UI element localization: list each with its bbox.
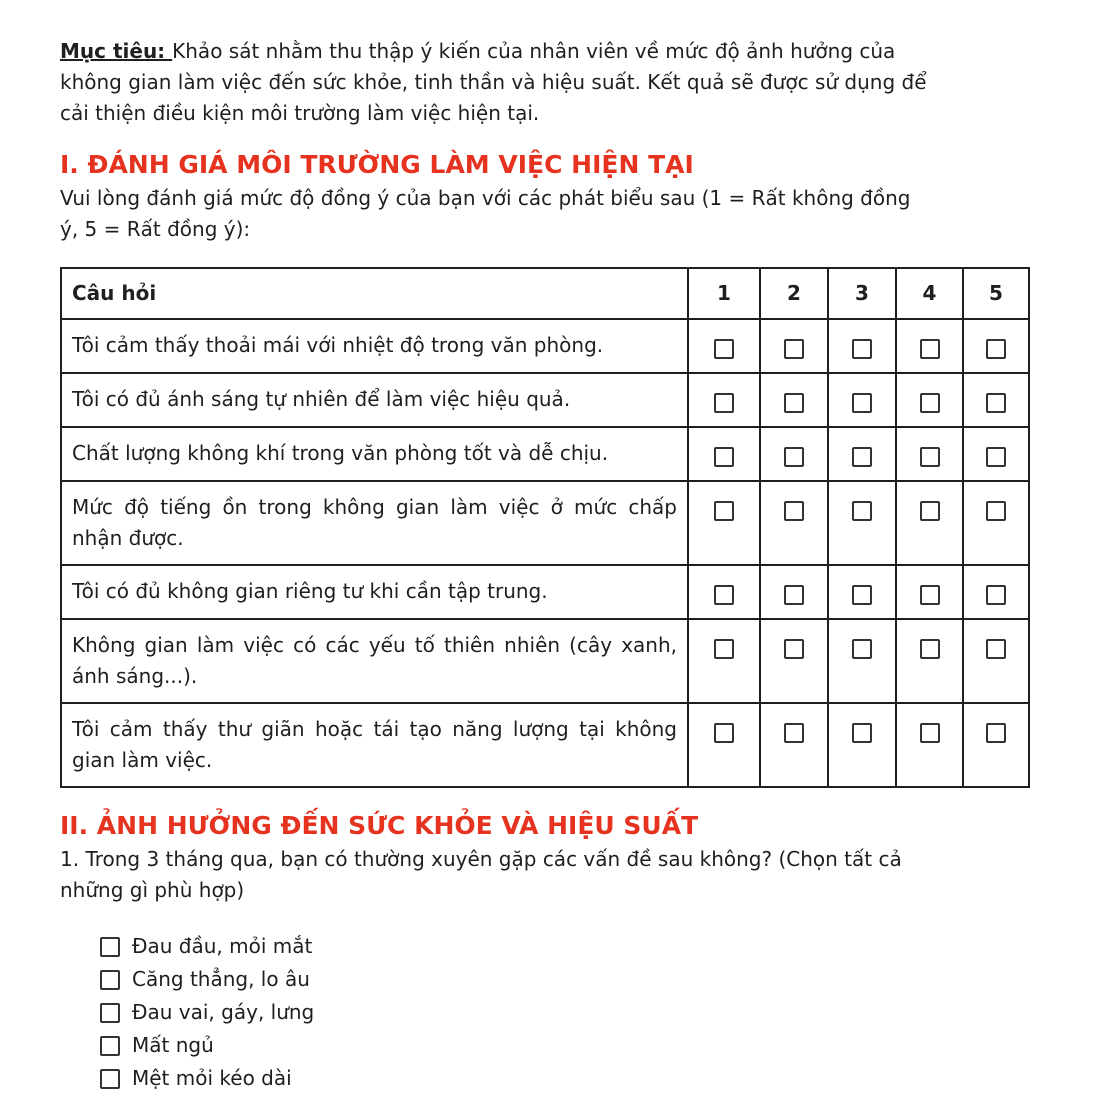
rating-checkbox-1[interactable] <box>714 639 734 659</box>
option-label: Đau vai, gáy, lưng <box>132 1000 315 1024</box>
table-row <box>61 427 1029 481</box>
rating-checkbox-2[interactable] <box>784 585 804 605</box>
option-checkbox[interactable] <box>100 1069 120 1089</box>
rating-checkbox-5[interactable] <box>986 501 1006 521</box>
table-row <box>61 703 1029 787</box>
rating-checkbox-3[interactable] <box>852 723 872 743</box>
question-cell: Chất lượng không khí trong văn phòng tốt và dễ chịu. <box>61 427 688 481</box>
option-label: Mất ngủ <box>132 1033 214 1057</box>
rating-checkbox-4[interactable] <box>920 585 940 605</box>
rating-table <box>60 267 1030 788</box>
rating-checkbox-3[interactable] <box>852 393 872 413</box>
objective-label: Mục tiêu: <box>60 39 173 63</box>
objective-paragraph <box>60 36 930 129</box>
rating-checkbox-5[interactable] <box>986 447 1006 467</box>
question-cell: Tôi cảm thấy thoải mái với nhiệt độ trong văn phòng. <box>61 319 688 373</box>
rating-checkbox-3[interactable] <box>852 585 872 605</box>
section1-title: I. ĐÁNH GIÁ MÔI TRƯỜNG LÀM VIỆC HIỆN TẠI <box>60 150 694 179</box>
question-1-text: 1. Trong 3 tháng qua, bạn có thường xuyên gặp các vấn đề sau không? (Chọn tất cả những gì phù hợp) <box>60 847 902 902</box>
section2-title: II. ẢNH HƯỞNG ĐẾN SỨC KHỎE VÀ HIỆU SUẤT <box>60 811 699 840</box>
table-row <box>61 619 1029 703</box>
rating-checkbox-1[interactable] <box>714 501 734 521</box>
rating-checkbox-3[interactable] <box>852 339 872 359</box>
objective-text: Khảo sát nhằm thu thập ý kiến của nhân viên về mức độ ảnh hưởng của không gian làm việc đến sức khỏe, tinh thần và hiệu suất. Kết quả sẽ được sử dụng để cải thiện điều kiện môi trường làm việc hiện tại. <box>60 39 927 125</box>
section1-intro: Vui lòng đánh giá mức độ đồng ý của bạn với các phát biểu sau (1 = Rất không đồng ý, 5 = Rất đồng ý): <box>60 186 911 241</box>
rating-checkbox-5[interactable] <box>986 393 1006 413</box>
list-item[interactable] <box>100 963 1030 996</box>
rating-checkbox-1[interactable] <box>714 393 734 413</box>
question-cell: Không gian làm việc có các yếu tố thiên nhiên (cây xanh, ánh sáng...). <box>61 619 688 703</box>
rating-checkbox-4[interactable] <box>920 339 940 359</box>
rating-checkbox-2[interactable] <box>784 393 804 413</box>
rating-checkbox-3[interactable] <box>852 639 872 659</box>
rating-checkbox-4[interactable] <box>920 639 940 659</box>
rating-checkbox-4[interactable] <box>920 393 940 413</box>
question-cell: Tôi có đủ ánh sáng tự nhiên để làm việc hiệu quả. <box>61 373 688 427</box>
list-item[interactable] <box>100 1062 1030 1095</box>
table-row <box>61 373 1029 427</box>
rating-checkbox-5[interactable] <box>986 339 1006 359</box>
header-scale-5: 5 <box>963 268 1029 319</box>
question-cell: Tôi cảm thấy thư giãn hoặc tái tạo năng lượng tại không gian làm việc. <box>61 703 688 787</box>
rating-checkbox-2[interactable] <box>784 501 804 521</box>
rating-checkbox-3[interactable] <box>852 447 872 467</box>
table-header-row <box>61 268 1029 319</box>
rating-checkbox-5[interactable] <box>986 723 1006 743</box>
question-cell: Tôi có đủ không gian riêng tư khi cần tập trung. <box>61 565 688 619</box>
list-item[interactable] <box>100 1029 1030 1062</box>
rating-checkbox-1[interactable] <box>714 723 734 743</box>
option-checkbox[interactable] <box>100 937 120 957</box>
rating-checkbox-4[interactable] <box>920 501 940 521</box>
rating-checkbox-1[interactable] <box>714 585 734 605</box>
option-checkbox[interactable] <box>100 1036 120 1056</box>
header-scale-4: 4 <box>896 268 963 319</box>
option-checkbox[interactable] <box>100 970 120 990</box>
table-row <box>61 565 1029 619</box>
option-label: Mệt mỏi kéo dài <box>132 1066 292 1090</box>
header-scale-1: 1 <box>688 268 760 319</box>
rating-checkbox-2[interactable] <box>784 339 804 359</box>
question-cell: Mức độ tiếng ồn trong không gian làm việc ở mức chấp nhận được. <box>61 481 688 565</box>
table-row <box>61 319 1029 373</box>
rating-checkbox-1[interactable] <box>714 447 734 467</box>
option-checkbox[interactable] <box>100 1003 120 1023</box>
survey-document <box>60 0 1030 1095</box>
symptom-options-list <box>60 930 1030 1095</box>
rating-checkbox-2[interactable] <box>784 447 804 467</box>
rating-checkbox-4[interactable] <box>920 723 940 743</box>
list-item[interactable] <box>100 930 1030 963</box>
header-scale-3: 3 <box>828 268 896 319</box>
rating-checkbox-3[interactable] <box>852 501 872 521</box>
rating-checkbox-5[interactable] <box>986 639 1006 659</box>
rating-checkbox-2[interactable] <box>784 639 804 659</box>
header-question: Câu hỏi <box>61 268 688 319</box>
rating-checkbox-2[interactable] <box>784 723 804 743</box>
rating-checkbox-1[interactable] <box>714 339 734 359</box>
option-label: Căng thẳng, lo âu <box>132 967 310 991</box>
rating-checkbox-5[interactable] <box>986 585 1006 605</box>
rating-checkbox-4[interactable] <box>920 447 940 467</box>
option-label: Đau đầu, mỏi mắt <box>132 934 313 958</box>
list-item[interactable] <box>100 996 1030 1029</box>
table-row <box>61 481 1029 565</box>
header-scale-2: 2 <box>760 268 828 319</box>
